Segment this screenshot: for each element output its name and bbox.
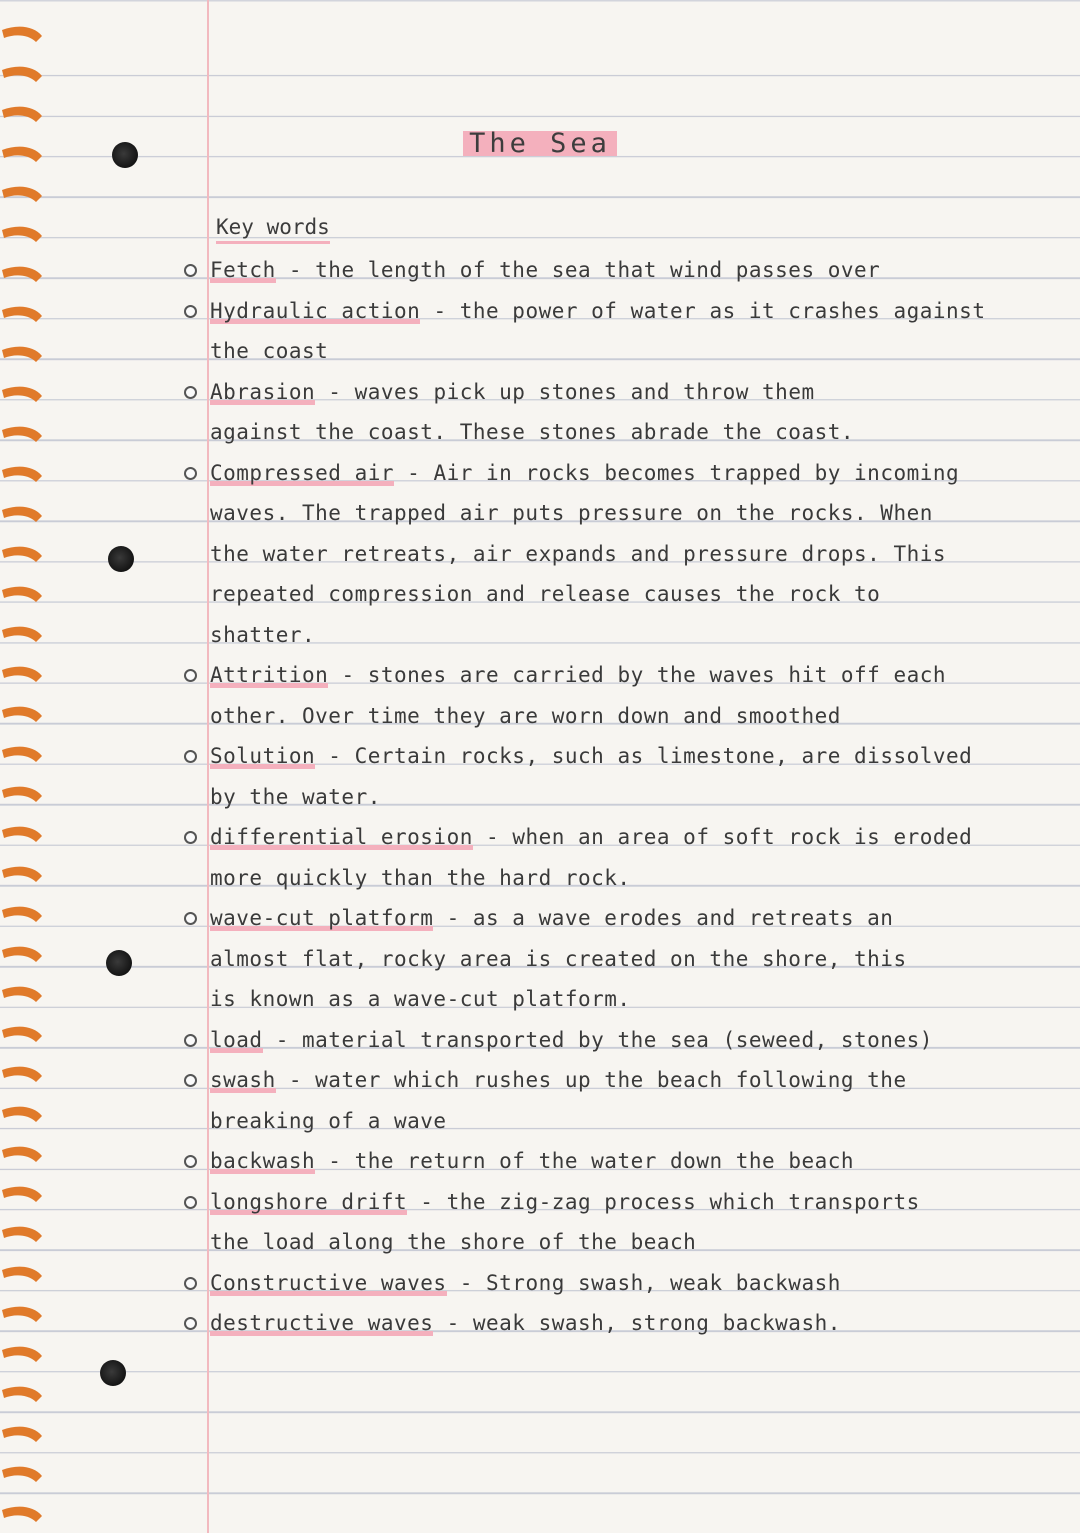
term-separator: - (433, 1311, 473, 1335)
spiral-coil (2, 987, 42, 1002)
key-term: differential erosion (210, 825, 473, 849)
spiral-coil (2, 827, 42, 842)
note-line (210, 252, 1050, 288)
spiral-coil (2, 587, 42, 602)
note-line (210, 1184, 1050, 1220)
bullet-point (184, 1074, 197, 1087)
definition-text: breaking of a wave (210, 1108, 447, 1133)
definition-text: the load along the shore of the beach (210, 1230, 697, 1254)
term-separator: - (315, 379, 355, 404)
term-separator: - (315, 744, 355, 768)
note-line (210, 860, 1050, 896)
definition-text: the return of the water down the beach (354, 1149, 855, 1173)
spiral-coil (2, 227, 42, 242)
key-term: Hydraulic action (210, 298, 421, 323)
definition-text: weak swash, strong backwash. (472, 1311, 841, 1335)
key-term: longshore drift (210, 1189, 408, 1214)
spiral-coil (2, 1267, 42, 1282)
definition-text: the coast (210, 339, 329, 363)
definition-text: shatter. (210, 622, 316, 647)
term-separator: - (433, 906, 473, 930)
key-term: wave-cut platform (210, 906, 434, 930)
note-line (210, 293, 1050, 329)
definition-text: waves. The trapped air puts pressure on the rocks. When (210, 501, 933, 525)
term-separator: - (262, 1027, 303, 1052)
bullet-point (184, 264, 197, 277)
note-line (210, 779, 1050, 815)
bullet-point (184, 1155, 197, 1168)
spiral-coil (2, 867, 42, 882)
margin-line (207, 0, 209, 1533)
bullet-point (184, 305, 197, 318)
spiral-coil (2, 187, 42, 202)
key-term: Compressed air (210, 460, 395, 485)
term-separator: - (446, 1270, 487, 1295)
note-line (210, 1022, 1050, 1058)
spiral-coil (2, 907, 42, 922)
spiral-coil (2, 507, 42, 522)
definition-text: Strong swash, weak backwash (486, 1270, 841, 1295)
spiral-coil (2, 1387, 42, 1402)
definition-text: the zig-zag process which transports (446, 1189, 920, 1214)
definition-text: the water retreats, air expands and pressure drops. This (210, 541, 947, 566)
key-term: swash (210, 1068, 276, 1092)
definition-text: is known as a wave-cut platform. (210, 987, 631, 1011)
note-line (210, 657, 1050, 693)
note-line (210, 374, 1050, 410)
definition-text: repeated compression and release causes the rock to (210, 582, 881, 606)
term-separator: - (394, 460, 434, 485)
spiral-coil (2, 307, 42, 322)
definition-text: when an area of soft rock is eroded (512, 825, 973, 849)
key-term: backwash (210, 1149, 316, 1173)
bullet-point (184, 1277, 197, 1290)
spiral-coil (2, 1307, 42, 1322)
spiral-coil (2, 1107, 42, 1122)
definition-text: by the water. (210, 784, 381, 809)
term-separator: - (275, 258, 316, 282)
punch-hole (100, 1360, 126, 1386)
bullet-point (184, 912, 197, 925)
spiral-coil (2, 1467, 42, 1482)
term-separator: - (328, 663, 368, 687)
definition-text: more quickly than the hard rock. (210, 865, 631, 890)
note-line (210, 1103, 1050, 1139)
note-line (210, 941, 1050, 977)
note-line (210, 981, 1050, 1017)
note-line (210, 819, 1050, 855)
spiral-coil (2, 1147, 42, 1162)
term-separator: - (275, 1068, 316, 1092)
spiral-coil (2, 467, 42, 482)
bullet-point (184, 669, 197, 682)
spiral-coil (2, 347, 42, 362)
punch-hole (108, 546, 134, 572)
spiral-coil (2, 267, 42, 282)
spiral-coil (2, 1347, 42, 1362)
note-line (210, 495, 1050, 531)
term-separator: - (420, 298, 460, 323)
definition-text: Certain rocks, such as limestone, are dissolved (354, 744, 973, 768)
spiral-binding (0, 0, 52, 1533)
note-line (210, 414, 1050, 450)
spiral-coil (2, 67, 42, 82)
definition-text: almost flat, rocky area is created on the shore, this (210, 946, 907, 971)
spiral-coil (2, 787, 42, 802)
spiral-coil (2, 1507, 42, 1522)
spiral-coil (2, 1027, 42, 1042)
definition-text: the power of water as it crashes against (459, 298, 986, 323)
page-title: The Sea (0, 128, 1080, 159)
definition-text: waves pick up stones and throw them (354, 379, 815, 404)
note-line (210, 1265, 1050, 1301)
bullet-point (184, 1034, 197, 1047)
definition-text: against the coast. These stones abrade the coast. (210, 420, 855, 444)
note-line (210, 333, 1050, 369)
definition-text: material transported by the sea (seweed, stones) (302, 1027, 933, 1052)
bullet-point (184, 831, 197, 844)
spiral-coil (2, 627, 42, 642)
punch-hole (106, 950, 132, 976)
note-line (210, 617, 1050, 653)
key-term: Abrasion (210, 379, 316, 404)
key-term: load (210, 1027, 263, 1052)
note-line (210, 1224, 1050, 1260)
key-term: Constructive waves (210, 1270, 447, 1295)
bullet-point (184, 750, 197, 763)
key-term: destructive waves (210, 1311, 434, 1335)
spiral-coil (2, 667, 42, 682)
note-line (210, 1062, 1050, 1098)
spiral-coil (2, 1227, 42, 1242)
bullet-point (184, 1317, 197, 1330)
spiral-coil (2, 427, 42, 442)
definition-text: Air in rocks becomes trapped by incoming (433, 460, 960, 485)
definition-text: stones are carried by the waves hit off each (367, 663, 947, 687)
spiral-coil (2, 747, 42, 762)
term-separator: - (315, 1149, 355, 1173)
note-line (210, 536, 1050, 572)
spiral-coil (2, 107, 42, 122)
note-line (210, 1143, 1050, 1179)
note-line (210, 576, 1050, 612)
key-words-heading: Key words (216, 214, 330, 244)
spiral-coil (2, 547, 42, 562)
spiral-coil (2, 27, 42, 42)
spiral-coil (2, 1067, 42, 1082)
spiral-coil (2, 387, 42, 402)
note-line (210, 698, 1050, 734)
note-line (210, 738, 1050, 774)
note-line (210, 455, 1050, 491)
definition-text: water which rushes up the beach following the (315, 1068, 907, 1092)
definition-text: other. Over time they are worn down and smoothed (210, 703, 841, 728)
term-separator: - (407, 1189, 447, 1214)
key-term: Fetch (210, 258, 276, 282)
term-separator: - (472, 825, 513, 849)
bullet-point (184, 386, 197, 399)
bullet-point (184, 1196, 197, 1209)
bullet-point (184, 467, 197, 480)
definition-text: as a wave erodes and retreats an (472, 906, 894, 930)
note-line (210, 900, 1050, 936)
key-term: Solution (210, 744, 316, 768)
spiral-coil (2, 1427, 42, 1442)
spiral-coil (2, 707, 42, 722)
key-term: Attrition (210, 663, 329, 687)
spiral-coil (2, 1187, 42, 1202)
spiral-coil (2, 947, 42, 962)
note-line (210, 1305, 1050, 1341)
definition-text: the length of the sea that wind passes over (315, 258, 881, 282)
